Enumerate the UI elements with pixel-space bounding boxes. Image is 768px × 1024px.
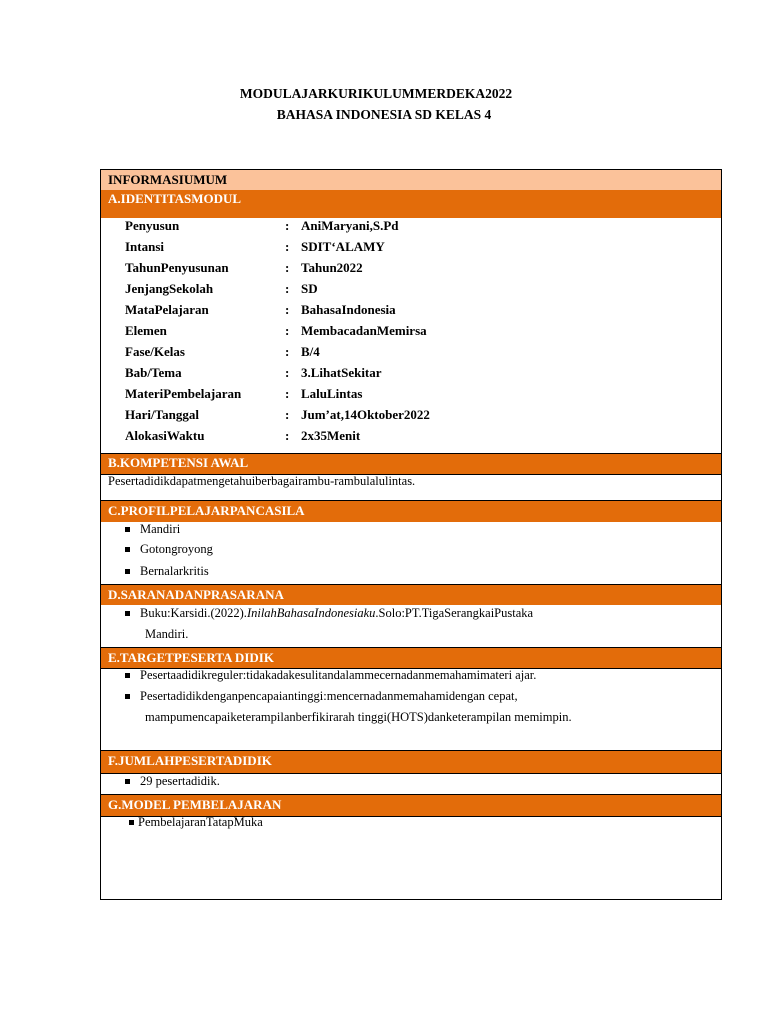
identitas-value: AniMaryani,S.Pd: [301, 218, 399, 233]
identitas-value: Jum’at,14Oktober2022: [301, 407, 430, 422]
target-peserta-header: E.TARGETPESERTA DIDIK: [101, 648, 721, 668]
list-item: 29 pesertadidik.: [125, 774, 220, 789]
jumlah-peserta-header: F.JUMLAHPESERTADIDIK: [101, 751, 721, 773]
list-item-continuation: Mandiri.: [145, 627, 189, 641]
identitas-label: AlokasiWaktu: [125, 428, 205, 443]
identitas-label: Intansi: [125, 239, 165, 254]
identitas-colon: :: [285, 386, 290, 401]
identitas-colon: :: [285, 260, 290, 275]
list-item: Mandiri: [125, 522, 180, 537]
identitas-label: MataPelajaran: [125, 302, 209, 317]
module-subtitle: BAHASA INDONESIA SD KELAS 4: [276, 107, 492, 122]
identitas-value: MembacadanMemirsa: [301, 323, 427, 338]
module-table: [100, 169, 722, 900]
identitas-colon: :: [285, 302, 290, 317]
identitas-label: Elemen: [125, 323, 167, 338]
list-item: Pesertadidikdenganpencapaiantinggi:mencernadanmemahamidengan cepat,: [125, 689, 518, 704]
identitas-value: 2x35Menit: [301, 428, 361, 443]
identitas-colon: :: [285, 365, 290, 380]
identitas-colon: :: [285, 281, 290, 296]
identitas-value: 3.LihatSekitar: [301, 365, 382, 380]
sarana-prasarana-header: D.SARANADANPRASARANA: [101, 585, 721, 605]
identitas-label: Fase/Kelas: [125, 344, 185, 359]
identitas-label: MateriPembelajaran: [125, 386, 242, 401]
identitas-colon: :: [285, 407, 290, 422]
list-item: Buku:Karsidi.(2022).InilahBahasaIndonesiaku.Solo:PT.TigaSerangkaiPustaka: [125, 606, 533, 621]
list-item: Bernalarkritis: [125, 564, 209, 579]
identitas-label: Bab/Tema: [125, 365, 182, 380]
identitas-colon: :: [285, 218, 290, 233]
list-item: PembelajaranTatapMuka: [129, 815, 263, 830]
identitas-label: JenjangSekolah: [125, 281, 214, 296]
identitas-label: Penyusun: [125, 218, 180, 233]
identitas-label: TahunPenyusunan: [125, 260, 229, 275]
identitas-value: SDIT‘ALAMY: [301, 239, 385, 254]
identitas-colon: :: [285, 323, 290, 338]
identitas-value: BahasaIndonesia: [301, 302, 396, 317]
identitas-colon: :: [285, 239, 290, 254]
identitas-value: LaluLintas: [301, 386, 363, 401]
identitas-colon: :: [285, 344, 290, 359]
module-title: MODULAJARKURIKULUMMERDEKA2022: [239, 86, 513, 101]
identitas-modul-header: A.IDENTITASMODUL: [101, 190, 721, 218]
identitas-value: Tahun2022: [301, 260, 363, 275]
kompetensi-awal-header: B.KOMPETENSI AWAL: [101, 454, 721, 474]
identitas-value: B/4: [301, 344, 320, 359]
profil-pelajar-header: C.PROFILPELAJARPANCASILA: [101, 501, 721, 522]
identitas-colon: :: [285, 428, 290, 443]
model-pembelajaran-header: G.MODEL PEMBELAJARAN: [101, 795, 721, 816]
identitas-label: Hari/Tanggal: [125, 407, 199, 422]
identitas-value: SD: [301, 281, 318, 296]
list-item: Pesertaadidikreguler:tidakadakesulitandalammecernadanmemahamimateri ajar.: [125, 668, 536, 683]
list-item-continuation: mampumencapaiketerampilanberfikirarah tinggi(HOTS)danketerampilan memimpin.: [145, 710, 572, 724]
list-item: Gotongroyong: [125, 542, 213, 557]
kompetensi-awal-text: Pesertadidikdapatmengetahuiberbagairambu-rambulalulintas.: [108, 474, 416, 488]
informasi-umum-header: INFORMASIUMUM: [101, 170, 721, 190]
